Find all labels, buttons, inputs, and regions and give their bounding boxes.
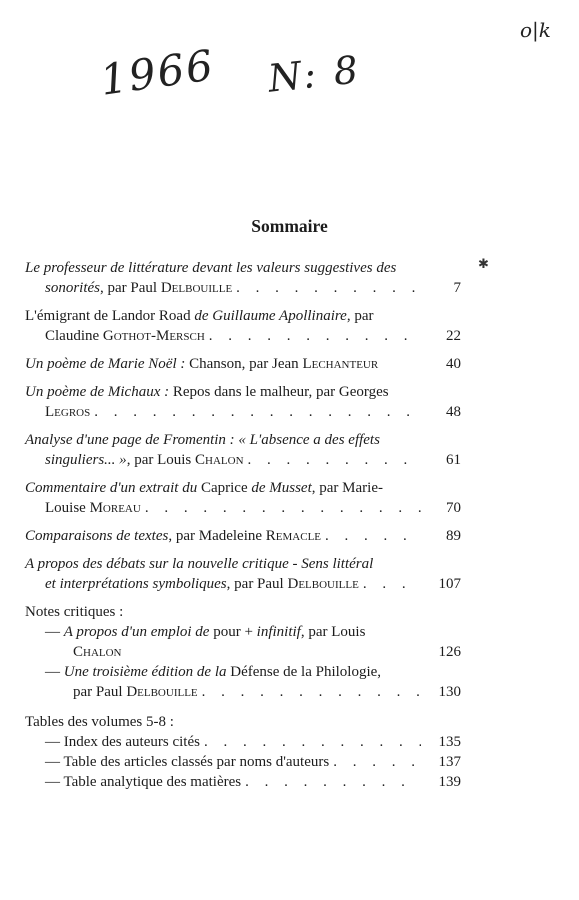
entry-byline: Claudine Gothot-Mersch — [45, 328, 205, 344]
leader-dots — [333, 752, 421, 772]
handwritten-asterisk: ✱ — [478, 256, 489, 271]
entry-title: — Une troisième édition de la Défense de la Philologie, — [45, 664, 382, 680]
entry-title: Un poème de Marie Noël : Chanson, par Jean Lechanteur — [25, 356, 379, 372]
leader-dots — [94, 402, 421, 422]
tables-section — [25, 712, 461, 792]
dash: — — [45, 664, 60, 680]
leader-dots — [209, 326, 421, 346]
handwritten-issue-number: N: 8 — [265, 47, 364, 101]
section-heading: Notes critiques : — [25, 604, 124, 620]
entry-author: Gothot-Mersch — [102, 328, 205, 344]
entry-author: Legros — [45, 404, 91, 420]
entry-byline: Louise Moreau — [45, 500, 141, 516]
entry-title: Un poème de Michaux : Repos dans le malheur, par Georges — [25, 384, 389, 400]
entry-page: 48 — [446, 404, 461, 420]
toc-entry — [25, 258, 461, 298]
toc-entry — [25, 554, 461, 594]
section-heading: Tables des volumes 5-8 : — [25, 714, 174, 730]
notes-section — [25, 602, 461, 702]
entry-title: A propos des débats sur la nouvelle critique - Sens littéral — [25, 556, 374, 572]
handwritten-year: 1966 — [97, 40, 218, 105]
entry-author: Delbouille — [160, 280, 233, 296]
toc-entry — [25, 430, 461, 470]
entry-byline: sonorités, par Paul Delbouille — [45, 280, 233, 296]
dash: — — [45, 624, 60, 640]
handwritten-corner-mark: o|k — [520, 18, 551, 42]
toc-entry — [25, 478, 461, 518]
toc-entry — [25, 752, 461, 772]
toc-entry — [25, 622, 461, 662]
entry-title: Commentaire d'un extrait du Caprice de Musset, par Marie- — [25, 480, 383, 496]
toc-entry — [25, 662, 461, 702]
leader-dots — [236, 278, 421, 298]
entry-title: — Table analytique des matières — [45, 774, 242, 790]
entry-title: Comparaisons de textes, par Madeleine Remacle — [25, 528, 322, 544]
entry-author: Chalon — [195, 452, 244, 468]
entry-byline: singuliers... », par Louis Chalon — [45, 452, 244, 468]
entry-page: 22 — [446, 328, 461, 344]
entry-author: Chalon — [73, 644, 122, 660]
entry-title: — Index des auteurs cités — [45, 734, 200, 750]
entry-page: 126 — [438, 644, 461, 660]
entry-title: — Table des articles classés par noms d'auteurs — [45, 754, 330, 770]
entry-author: Lechanteur — [302, 356, 379, 372]
entry-page: 89 — [446, 528, 461, 544]
entry-title: Analyse d'une page de Fromentin : « L'absence a des effets — [25, 432, 380, 448]
entry-byline: et interprétations symboliques, par Paul Delbouille — [45, 576, 359, 592]
entry-page: 7 — [453, 280, 461, 296]
leader-dots — [145, 498, 421, 518]
entry-page: 130 — [438, 684, 461, 700]
entry-author: Remacle — [265, 528, 322, 544]
entry-title: Le professeur de littérature devant les valeurs suggestives des — [25, 260, 397, 276]
entry-title: L'émigrant de Landor Road de Guillaume Apollinaire, par — [25, 308, 374, 324]
toc-entry — [25, 354, 461, 374]
table-of-contents — [25, 258, 461, 802]
entry-page: 137 — [438, 754, 461, 770]
leader-dots — [363, 574, 421, 594]
entry-author: Delbouille — [287, 576, 359, 592]
entry-author: Delbouille — [126, 684, 198, 700]
leader-dots — [245, 772, 421, 792]
dash: — — [45, 754, 60, 770]
toc-entry — [25, 382, 461, 422]
entry-page: 135 — [438, 734, 461, 750]
entry-page: 139 — [438, 774, 461, 790]
leader-dots — [204, 732, 421, 752]
entry-page: 107 — [438, 576, 461, 592]
entry-page: 61 — [446, 452, 461, 468]
entry-title: — A propos d'un emploi de pour + infinitif, par Louis — [45, 624, 366, 640]
entry-byline: par Paul Delbouille — [73, 684, 198, 700]
toc-entry — [25, 732, 461, 752]
entry-page: 70 — [446, 500, 461, 516]
entry-page: 40 — [446, 356, 461, 372]
dash: — — [45, 734, 60, 750]
toc-entry — [25, 772, 461, 792]
page-title: Sommaire — [251, 216, 328, 236]
toc-entry — [25, 526, 461, 546]
entry-author: Moreau — [89, 500, 141, 516]
toc-entry — [25, 306, 461, 346]
leader-dots — [202, 682, 421, 702]
dash: — — [45, 774, 60, 790]
leader-dots — [325, 526, 421, 546]
leader-dots — [248, 450, 421, 470]
